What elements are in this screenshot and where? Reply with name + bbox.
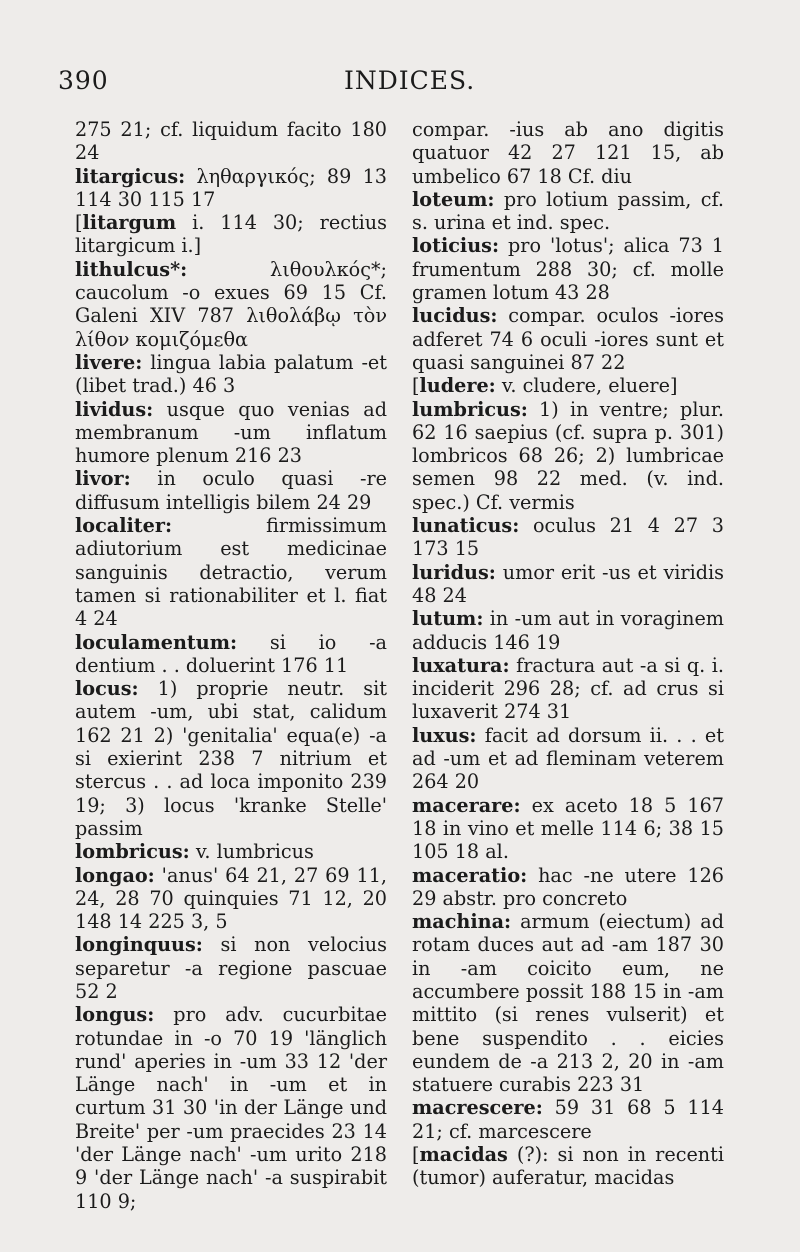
left-column xyxy=(75,118,387,1213)
right-entry xyxy=(412,794,724,864)
entry-text: facit ad dorsum ii. . . et ad -um et ad fleminam veterem 264 20 xyxy=(412,723,724,794)
left-entry xyxy=(75,514,387,630)
entry-text: v. cludere, eluere] xyxy=(495,374,678,398)
entry-text: compar. oculos -iores adferet 74 6 oculi -iores sunt et quasi sanguinei 87 22 xyxy=(412,304,724,374)
right-entry xyxy=(412,374,724,397)
right-entry xyxy=(412,561,724,608)
headword: lumbricus: xyxy=(412,397,528,421)
entry-text: 1) in ventre; plur. 62 16 saepius (cf. supra p. 301) lombricos 68 26; 2) lumbricae semen 98 22 med. (v. ind. spec.) Cf. vermis xyxy=(412,397,724,514)
left-entry xyxy=(75,933,387,1003)
headword: longinquus: xyxy=(75,933,203,957)
headword: longus: xyxy=(75,1003,155,1027)
headword: luxatura: xyxy=(412,653,510,677)
left-entry xyxy=(75,118,387,165)
entry-text: in oculo quasi -re diffusum intelligis bilem 24 29 xyxy=(75,467,387,514)
right-entry xyxy=(412,304,724,374)
headword: litargicus: xyxy=(75,164,186,188)
entry-text: si non velocius separetur -a regione pascuae 52 2 xyxy=(75,933,387,1003)
left-entry xyxy=(75,258,387,351)
headword: lutum: xyxy=(412,607,484,631)
entry-text: ex aceto 18 5 167 18 in vino et melle 114 6; 38 15 105 18 al. xyxy=(412,793,724,864)
headword: luridus: xyxy=(412,560,496,584)
headword: luxus: xyxy=(412,723,477,747)
headword: [ macidas xyxy=(412,1143,508,1166)
right-entry xyxy=(412,1096,724,1143)
left-entry xyxy=(75,840,387,863)
right-entry xyxy=(412,234,724,304)
page-number: 390 xyxy=(58,66,109,95)
headword: loteum: xyxy=(412,187,495,211)
entry-text: in -um aut in voraginem adducis 146 19 xyxy=(412,607,724,654)
entry-text: umor erit -us et viridis 48 24 xyxy=(412,560,724,607)
entry-text: 1) proprie neutr. sit autem -um, ubi stat, calidum 162 21 2) 'genitalia' equa(e) -a si exierint 238 7 nitrium et stercus . . ad loca imponito 239 19; 3) locus 'kranke Stelle' passim xyxy=(75,677,387,840)
right-entry xyxy=(412,607,724,654)
entry-text: oculus 21 4 27 3 173 15 xyxy=(412,514,724,561)
headword: maceratio: xyxy=(412,863,528,887)
entry-text: v. lumbricus xyxy=(189,840,314,864)
right-entry xyxy=(412,398,724,514)
headword: macrescere: xyxy=(412,1096,543,1120)
left-entry xyxy=(75,351,387,398)
right-entry xyxy=(412,188,724,235)
right-entry xyxy=(412,724,724,794)
right-column xyxy=(412,118,724,1190)
headword: [ litargum xyxy=(75,211,176,234)
left-entry xyxy=(75,1003,387,1213)
entry-text: ληθαργικός; 89 13 114 30 115 17 xyxy=(75,164,387,211)
entry-text: pro lotium passim, cf. s. urina et ind. spec. xyxy=(412,187,724,235)
right-entry xyxy=(412,654,724,724)
headword: lithulcus*: xyxy=(75,257,188,281)
entry-text: pro 'lotus'; alica 73 1 frumentum 288 30; cf. molle gramen lotum 43 28 xyxy=(412,234,724,305)
right-entry xyxy=(412,514,724,561)
entry-text: (?): si non in recenti (tumor) auferatur, macidas xyxy=(412,1143,724,1190)
entry-text: i. 114 30; rectius litargicum i.] xyxy=(75,211,387,258)
headword: macerare: xyxy=(412,793,521,817)
entry-text: hac -ne utere 126 29 abstr. pro concreto xyxy=(412,863,724,910)
right-entry xyxy=(412,864,724,911)
entry-text: si io -a dentium . . doluerint 176 11 xyxy=(75,630,387,677)
headword: [ ludere: xyxy=(412,374,496,397)
entry-text: lingua labia palatum -et (libet trad.) 46 3 xyxy=(75,350,387,398)
running-head: INDICES. xyxy=(344,66,476,95)
headword: machina: xyxy=(412,910,512,934)
headword: localiter: xyxy=(75,514,173,538)
entry-text: firmissimum adiutorium est medicinae sanguinis detractio, verum tamen si rationabiliter et l. fiat 4 24 xyxy=(75,514,387,631)
headword: locus: xyxy=(75,677,139,701)
entry-text: pro adv. cucurbitae rotundae in -o 70 19 'länglich rund' aperies in -um 33 12 'der Länge nach' in -um et in curtum 31 30 'in der Länge und Breite' per -um praecides 23 14 'der Länge nach' -um urito 218 9 'der Länge nach' -a suspirabit 110 9; xyxy=(75,1003,387,1213)
entry-text: 59 31 68 5 114 21; cf. marcescere xyxy=(412,1096,724,1143)
left-entry xyxy=(75,211,387,258)
entry-text: λιθουλκός*; caucolum -o exues 69 15 Cf. Galeni XIV 787 λιθολάβῳ τὸν λίθον κομιζόμεθα xyxy=(75,257,387,351)
right-entry xyxy=(412,910,724,1096)
headword: lunaticus: xyxy=(412,514,520,538)
entry-text: compar. -ius ab ano digitis quatuor 42 27 121 15, ab umbelico 67 18 Cf. diu xyxy=(412,118,724,188)
left-entry xyxy=(75,864,387,934)
headword: livor: xyxy=(75,467,131,491)
headword: lombricus: xyxy=(75,840,190,864)
entry-text: fractura aut -a si q. i. inciderit 296 28; cf. ad crus si luxaverit 274 31 xyxy=(412,653,724,724)
entry-text: 'anus' 64 21, 27 69 11, 24, 28 70 quinquies 71 12, 20 148 14 225 3, 5 xyxy=(75,863,387,934)
entry-text: usque quo venias ad membranum -um inflatum humore plenum 216 23 xyxy=(75,397,387,468)
right-entry xyxy=(412,1143,724,1190)
headword: livere: xyxy=(75,350,143,374)
left-entry xyxy=(75,631,387,678)
headword: loticius: xyxy=(412,234,500,258)
left-entry xyxy=(75,467,387,514)
left-entry xyxy=(75,677,387,840)
headword: lividus: xyxy=(75,397,154,421)
entry-text: 275 21; cf. liquidum facito 180 24 xyxy=(75,118,387,165)
entry-text: armum (eiectum) ad rotam duces aut ad -am 187 30 in -am coicito eum, ne accumbere possit 188 15 in -am mittito (si renes vulserit) et bene suspendito . . eicies eundem de -a 213 2, 20 in -am statuere curabis 223 31 xyxy=(412,910,724,1097)
headword: longao: xyxy=(75,863,155,887)
headword: loculamentum: xyxy=(75,630,238,654)
left-entry xyxy=(75,398,387,468)
left-entry xyxy=(75,165,387,212)
headword: lucidus: xyxy=(412,304,498,328)
right-entry xyxy=(412,118,724,188)
